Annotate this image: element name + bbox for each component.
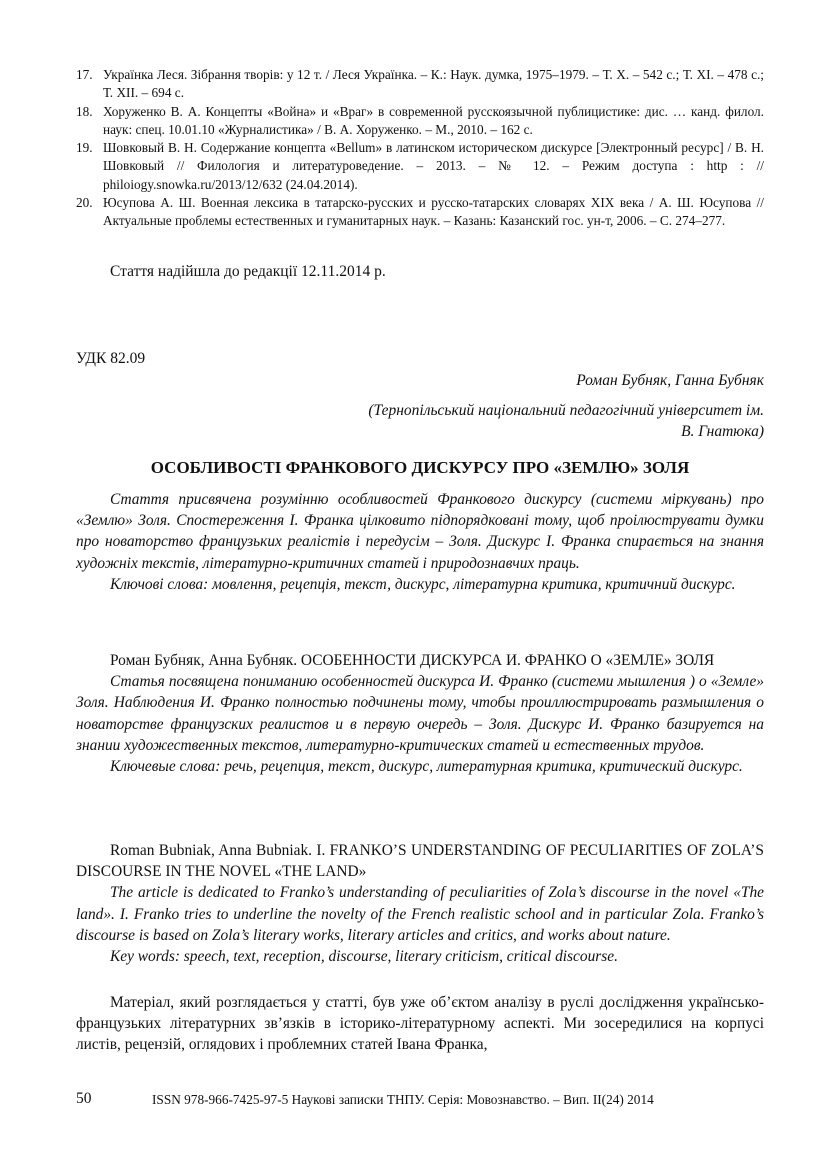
journal-issn-line: ISSN 978-966-7425-97-5 Наукові записки ТНПУ. Серія: Мовознавство. – Вип. ІІ(24) 2014 xyxy=(152,1092,654,1107)
reference-list xyxy=(76,66,764,231)
reference-item xyxy=(76,139,764,194)
body-text-section xyxy=(76,992,764,1056)
reference-number: 20. xyxy=(76,195,93,211)
abstract-ukrainian: Стаття присвячена розумінню особливостей Франкового дискурсу (системи міркувань) про «Землю» Золя. Спостереження І. Франка цілковито підпорядковані тому, щоб проілюструвати думки про новаторство французьких реалістів і передусім – Золя. Дискурс І. Франка спирається на знання художніх текстів, літературно-критичних статей і природознавчих праць. xyxy=(76,491,764,572)
keywords-english: Key words: speech, text, reception, discourse, literary criticism, critical discourse. xyxy=(110,948,618,966)
udk-code: УДК 82.09 xyxy=(76,350,146,367)
reference-item xyxy=(76,103,764,140)
abstract-ukrainian-section xyxy=(76,489,764,595)
reference-text: Шовковый В. Н. Содержание концепта «Bellum» в латинском историческом дискурсе [Электронный ресурс] / В. Н. Шовковый // Филология и литературоведение. – 2013. – № 12. – Режим доступа : http : // philoiogy.snowka.ru/2013/12/632 (24.04.2014). xyxy=(103,140,764,192)
heading-russian: Роман Бубняк, Анна Бубняк. ОСОБЕННОСТИ ДИСКУРСА И. ФРАНКО О «ЗЕМЛЕ» ЗОЛЯ xyxy=(110,652,715,669)
reference-text: Українка Леся. Зібрання творів: у 12 т. / Леся Українка. – К.: Наук. думка, 1975–1979. – Т. Х. – 542 с.; Т. ХІ. – 478 с.; Т. ХІІ. – 694 с. xyxy=(103,67,764,101)
abstract-russian-section xyxy=(76,650,764,777)
keywords-ukrainian: Ключові слова: мовлення, рецепція, текст, дискурс, літературна критика, критичний дискурс. xyxy=(110,575,736,593)
body-paragraph: Матеріал, який розглядається у статті, був уже об’єктом аналізу в руслі дослідження українсько-французьких літературних зв’язків в історико-літературному аспекті. Ми зосередилися на корпусі листів, рецензій, оглядових і проблемних статей Івана Франка, xyxy=(76,994,764,1054)
affiliation: (Тернопільський національний педагогічний університет ім. В. Гнатюка) xyxy=(368,402,764,440)
reference-text: Юсупова А. Ш. Военная лексика в татарско-русских и русско-татарских словарях XIX века / А. Ш. Юсупова // Актуальные проблемы естественных и гуманитарных наук. – Казань: Казанский гос. ун-т, 2006. – С. 274–277. xyxy=(103,195,764,229)
reference-item xyxy=(76,194,764,231)
article-title: ОСОБЛИВОСТІ ФРАНКОВОГО ДИСКУРСУ ПРО «ЗЕМЛЮ» ЗОЛЯ xyxy=(150,458,690,477)
authors: Роман Бубняк, Ганна Бубняк xyxy=(576,372,764,389)
abstract-russian: Статья посвящена пониманию особенностей дискурса И. Франко (системи мышления ) о «Земле» Золя. Наблюдения И. Франко полностью подчинены тому, чтобы проиллюстрировать размышления о новаторстве французских реалистов и в первую очередь – Золя. Дискурс И. Франко базируется на знании художественных текстов, литературно-критических статей и естественных трудов. xyxy=(76,673,764,754)
reference-item xyxy=(76,66,764,103)
keywords-russian: Ключевые слова: речь, рецепция, текст, дискурс, литературная критика, критический дискурс. xyxy=(110,758,743,776)
abstract-english-section xyxy=(76,840,764,967)
reference-number: 17. xyxy=(76,67,93,82)
heading-english: Roman Bubniak, Anna Bubniak. I. FRANKO’S UNDERSTANDING OF PECULIARITIES OF ZOLA’S DISCOURSE IN THE NOVEL «THE LAND» xyxy=(76,842,764,881)
reference-number: 18. xyxy=(76,103,93,119)
reference-number: 19. xyxy=(76,140,93,156)
abstract-english: The article is dedicated to Franko’s understanding of peculiarities of Zola’s discourse in the novel «The land». I. Franko tries to underline the novelty of the French realistic school and in particular Zola. Franko’s discourse is based on Zola’s literary works, literary articles and critics, and works about nature. xyxy=(76,884,764,944)
page-number: 50 xyxy=(76,1090,92,1107)
received-date: Стаття надійшла до редакції 12.11.2014 р. xyxy=(110,263,386,280)
reference-text: Хоруженко В. А. Концепты «Война» и «Враг» в современной русскоязычной публицистике: дис. … канд. филол. наук: спец. 10.01.10 «Журналистика» / В. А. Хоруженко. – М., 2010. – 162 с. xyxy=(103,103,764,137)
